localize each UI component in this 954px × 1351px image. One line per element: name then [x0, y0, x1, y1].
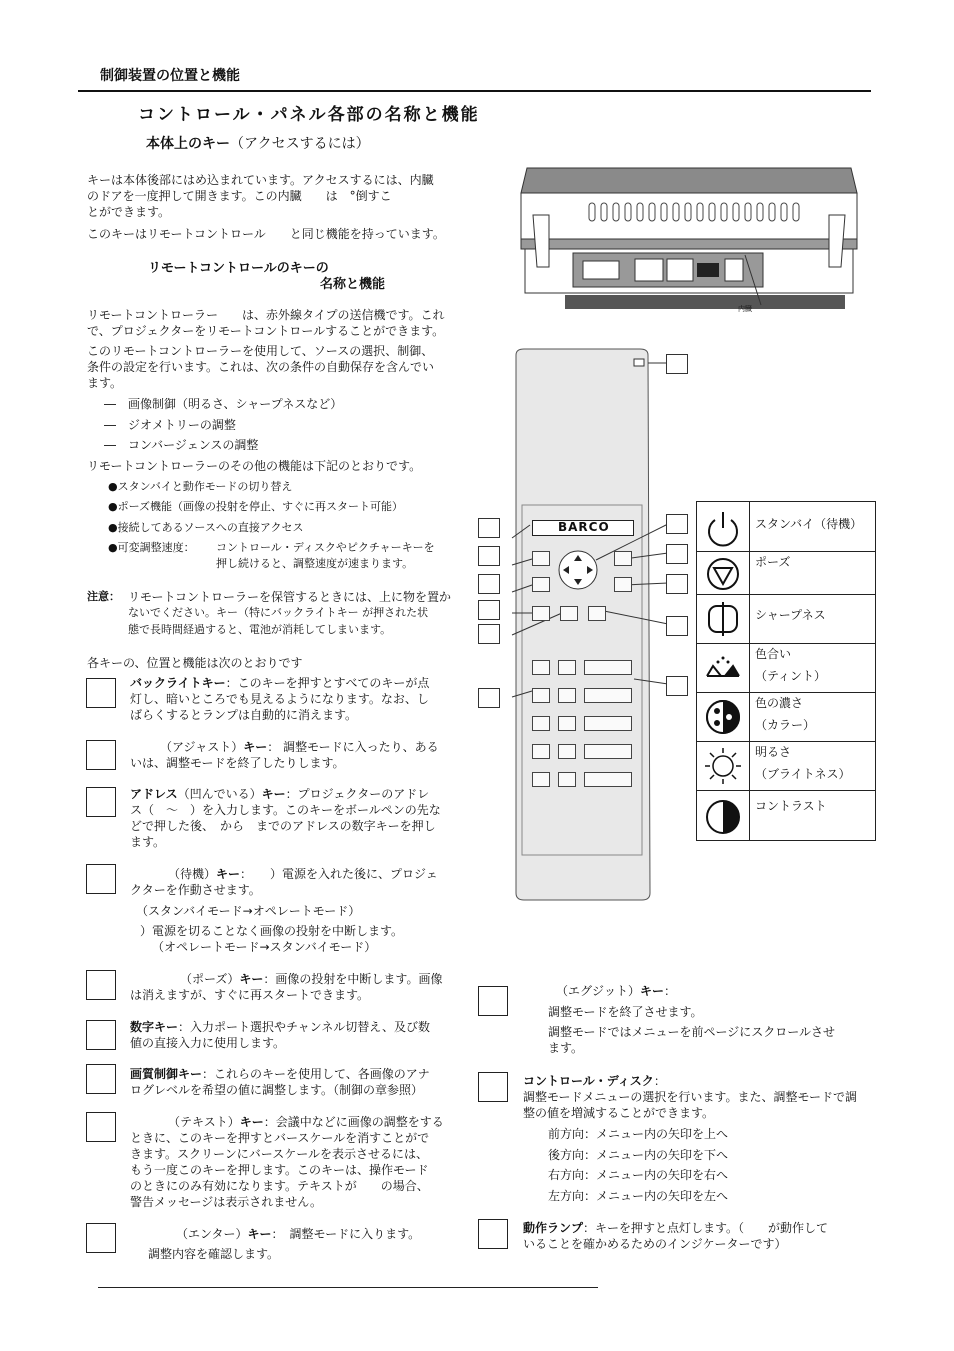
callout-box: [478, 546, 500, 566]
key-desc-address: アドレス（凹んでいる）キー：プロジェクターのアドレ: [130, 787, 430, 801]
intro-line: このキーはリモートコントロール と同じ機能を持っています。: [87, 227, 445, 241]
key-desc-text: （テキスト）キー：会議中などに画像の調整をする: [168, 1115, 444, 1129]
legend-label: （カラー）: [755, 718, 816, 732]
key-desc-line: ス（ ～ ）を入力します。このキーをボールペンの先な: [130, 803, 441, 817]
callout-box: [478, 574, 500, 594]
disk-direction: 後方向：メニュー内の矢印を下へ: [548, 1148, 729, 1162]
key-number-box: [86, 1064, 116, 1094]
sharpness-icon: [703, 600, 743, 640]
key-desc-picture: 画質制御キー：これらのキーを使用して、各画像のアナ: [130, 1067, 430, 1081]
numeric-key[interactable]: [558, 688, 576, 703]
note-label: 注意：: [87, 590, 120, 603]
key-number-box: [86, 678, 116, 708]
bullet-item: ●可変調整速度：: [108, 541, 195, 554]
key-desc-enter: （エンター）キー： 調整モードに入ります。: [176, 1227, 421, 1241]
dash-item: ― コンバージェンスの調整: [104, 438, 259, 452]
paragraph-line: で、プロジェクターをリモートコントロールすることができます。: [87, 324, 445, 338]
keys-intro: 各キーの、位置と機能は次のとおりです: [87, 656, 303, 670]
projector-illustration: [515, 165, 865, 315]
legend-label: 明るさ: [755, 745, 792, 759]
key-desc-line: ときに、このキーを押すとバースケールを消すことがで: [130, 1131, 430, 1145]
callout-box: [478, 518, 500, 538]
barco-logo: BARCO: [558, 520, 610, 534]
numeric-key[interactable]: [558, 660, 576, 675]
footer-rule: [98, 1287, 598, 1288]
legend-label: 色の濃さ: [755, 696, 804, 710]
legend-label: ポーズ: [755, 555, 791, 569]
callout-box: [478, 600, 500, 620]
callout-box: [478, 688, 500, 708]
key-desc-line: いは、調整モードを終了したりします。: [130, 756, 345, 770]
key-desc-line: どで押した後、 から までのアドレスの数字キーを押し: [130, 819, 436, 833]
remote-key[interactable]: [532, 577, 550, 592]
key-number-box: [86, 787, 116, 817]
pause-icon: [703, 554, 743, 594]
paragraph-line: ます。: [87, 376, 123, 390]
picture-key-legend: [696, 501, 876, 841]
paragraph-line: リモートコントローラー は、赤外線タイプの送信機です。これ: [87, 308, 445, 322]
disk-direction: 前方向：メニュー内の矢印を上へ: [548, 1127, 729, 1141]
dash-item: ― 画像制御（明るさ、シャープネスなど）: [104, 397, 343, 411]
key-desc-exit: （エグジット）キー：: [556, 984, 677, 998]
page-title: コントロール・パネル各部の名称と機能: [138, 105, 480, 125]
legend-label: コントラスト: [755, 799, 827, 813]
brightness-icon: [703, 746, 743, 786]
intro-line: キーは本体後部にはめ込まれています。アクセスするには、内臓: [87, 173, 434, 187]
key-desc-line: 警告メッセージは表示されません。: [130, 1195, 323, 1209]
key-number-box: [86, 1112, 116, 1142]
key-number-box: [86, 864, 116, 894]
remote-section-title: リモートコントロールのキーの: [148, 261, 329, 276]
key-desc-standby: （待機）キー： ）電源を入れた後に、プロジェ: [168, 867, 438, 881]
key-desc-line: 整の値を増減することができます。: [523, 1106, 715, 1120]
key-number-box: [86, 1223, 116, 1253]
callout-box: [666, 514, 688, 534]
key-desc-line: （オペレートモード→スタンバイモード）: [152, 940, 377, 954]
paragraph-line: このリモートコントローラーを使用して、ソースの選択、制御、: [87, 344, 434, 358]
intro-line: とができます。: [87, 205, 171, 219]
callout-box: [666, 544, 688, 564]
subtitle: 本体上のキー（アクセスするには）: [146, 136, 370, 152]
paragraph-line: リモートコントローラーのその他の機能は下記のとおりです。: [87, 459, 422, 473]
bullet-item: コントロール・ディスクやピクチャーキーを: [216, 541, 435, 554]
numeric-key[interactable]: [532, 688, 550, 703]
note-line: 態で長時間経過すると、電池が消耗してしまいます。: [128, 623, 392, 636]
paragraph-line: 条件の設定を行います。これは、次の条件の自動保存を含んでい: [87, 360, 435, 374]
dash-item: ― ジオメトリーの調整: [104, 418, 236, 432]
legend-label: 色合い: [755, 647, 792, 661]
key-desc-line: 値の直接入力に使用します。: [130, 1036, 286, 1050]
remote-key[interactable]: [614, 577, 632, 592]
tint-icon: [703, 648, 743, 688]
disk-direction: 左方向：メニュー内の矢印を左へ: [548, 1189, 729, 1203]
numeric-key[interactable]: [532, 660, 550, 675]
numeric-key[interactable]: [558, 772, 576, 787]
key-desc-pause: （ポーズ）キー：画像の投射を中断します。画像: [180, 972, 443, 986]
callout-box: [666, 616, 688, 636]
legend-label: （ティント）: [755, 669, 827, 683]
contrast-icon: [703, 797, 743, 837]
color-icon: [703, 697, 743, 737]
header-rule: [78, 90, 871, 92]
key-desc-line: 調整内容を確認します。: [148, 1247, 280, 1261]
picture-key-tint[interactable]: [584, 688, 632, 703]
section-title: 制御装置の位置と機能: [100, 68, 240, 84]
standby-key[interactable]: [532, 606, 550, 621]
key-desc-disk: コントロール・ディスク：: [523, 1074, 666, 1088]
key-desc-numeric: 数字キー：入力ポート選択やチャンネル切替え、及び数: [130, 1020, 431, 1034]
key-desc-line: 調整モードを終了させます。: [548, 1005, 703, 1019]
key-desc-line: ）電源を切ることなく画像の投射を中断します。: [140, 924, 404, 938]
bullet-item: 押し続けると、調整速度が速まります。: [216, 557, 414, 570]
legend-label: シャープネス: [755, 608, 826, 622]
callout-box: [478, 624, 500, 644]
numeric-key[interactable]: [532, 772, 550, 787]
key-desc-line: ログレベルを希望の値に調整します。（制御の章参照）: [130, 1083, 424, 1097]
key-desc-line: きます。スクリーンにバースケールを表示させるには、: [130, 1147, 428, 1161]
key-desc-line: クターを作動させます。: [130, 883, 261, 897]
numeric-key[interactable]: [532, 716, 550, 731]
key-desc-line: もう一度このキーを押します。このキーは、操作モード: [130, 1163, 429, 1177]
legend-label: スタンバイ（待機）: [755, 517, 863, 531]
picture-key-color[interactable]: [584, 716, 632, 731]
key-desc-lamp: 動作ランプ：キーを押すと点灯します。（ が動作して: [523, 1221, 829, 1235]
key-desc-adjust: （アジャスト）キー： 調整モードに入ったり、ある: [160, 740, 439, 754]
key-desc-backlight: バックライトキー：このキーを押すとすべてのキーが点: [130, 676, 430, 690]
note-line: ないでください。キー（特にバックライトキー が押された状: [128, 606, 429, 619]
text-key[interactable]: [588, 606, 606, 621]
key-desc-line: ばらくするとランプは自動的に消えます。: [130, 708, 358, 722]
bullet-item: ●接続してあるソースへの直接アクセス: [108, 521, 304, 534]
remote-key[interactable]: [614, 551, 632, 566]
key-desc-line: 調整モードではメニューを前ページにスクロールさせ: [548, 1025, 836, 1039]
picture-key-sharpness[interactable]: [584, 660, 632, 675]
callout-box: [666, 354, 688, 374]
key-desc-line: （スタンバイモード→オペレートモード）: [136, 904, 361, 918]
key-number-box: [478, 1072, 508, 1102]
disk-direction: 右方向：メニュー内の矢印を右へ: [548, 1168, 729, 1182]
callout-box: [666, 676, 688, 696]
numeric-key[interactable]: [558, 716, 576, 731]
key-number-box: [86, 970, 116, 1000]
key-desc-line: は消えますが、すぐに再スタートできます。: [130, 988, 370, 1002]
note-line: リモートコントローラーを保管するときには、上に物を置か: [128, 590, 452, 604]
intro-line: のドアを一度押して開きます。この内臓 は °倒すこ: [87, 189, 392, 203]
callout-box: [666, 574, 688, 594]
key-desc-line: 灯し、暗いところでも見えるようになります。なお、し: [130, 692, 429, 706]
remote-section-title: 名称と機能: [320, 277, 386, 292]
key-desc-line: ます。: [548, 1041, 584, 1055]
projector-caption: 内臓: [738, 305, 752, 313]
standby-icon: [703, 508, 743, 548]
key-number-box: [478, 1219, 508, 1249]
key-number-box: [478, 986, 508, 1016]
key-desc-line: 調整モードメニューの選択を行います。また、調整モードで調: [523, 1090, 857, 1104]
picture-key-brightness[interactable]: [584, 744, 632, 759]
picture-key-contrast[interactable]: [584, 772, 632, 787]
key-desc-line: ます。: [130, 835, 166, 849]
key-desc-line: のときにのみ有効になります。テキストが の場合、: [130, 1179, 429, 1193]
key-number-box: [86, 1020, 116, 1050]
bullet-item: ●ポーズ機能（画像の投射を停止、すぐに再スタート可能）: [108, 500, 404, 513]
key-desc-line: いることを確かめるためのインジケーターです）: [523, 1237, 787, 1251]
numeric-key[interactable]: [532, 744, 550, 759]
bullet-item: ●スタンバイと動作モードの切り替え: [108, 480, 293, 493]
legend-label: （ブライトネス）: [755, 767, 851, 781]
remote-key[interactable]: [532, 551, 550, 566]
numeric-key[interactable]: [558, 744, 576, 759]
key-number-box: [86, 740, 116, 770]
pause-key[interactable]: [560, 606, 578, 621]
